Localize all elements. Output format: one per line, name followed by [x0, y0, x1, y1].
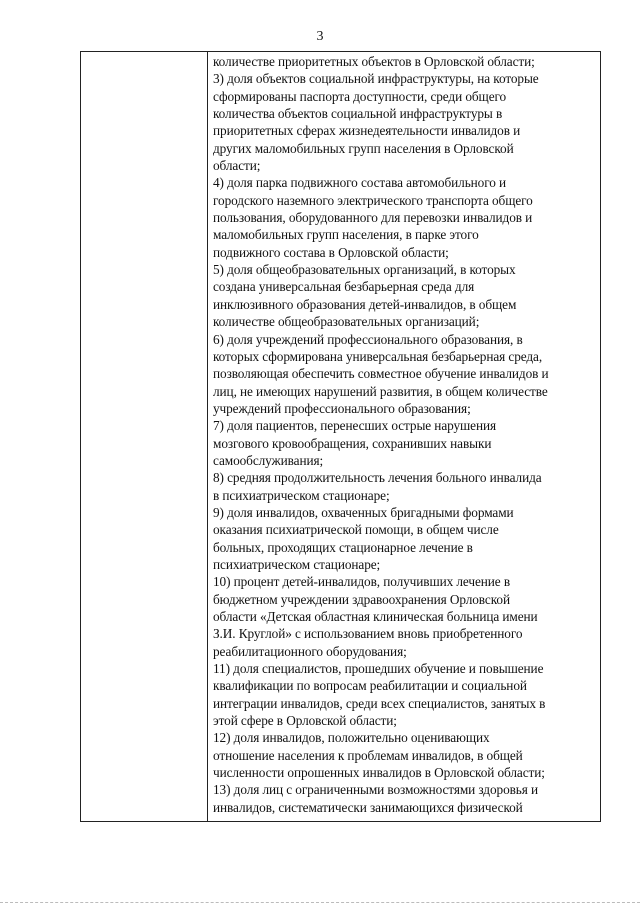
- text-line: мозгового кровообращения, сохранивших навыки: [213, 435, 492, 451]
- text-line: приоритетных сферах жизнедеятельности инвалидов и: [213, 123, 521, 139]
- text-line: городского наземного электрического транспорта общего: [213, 192, 533, 208]
- text-line: области;: [213, 158, 261, 174]
- text-line: оказания психиатрической помощи, в общем числе: [213, 522, 499, 538]
- text-line: интеграции инвалидов, среди всех специалистов, занятых в: [213, 695, 546, 711]
- page-number: 3: [316, 29, 324, 44]
- text-line: отношение населения к проблемам инвалидов, в общей: [213, 747, 523, 763]
- page-bottom-edge: [0, 902, 640, 904]
- text-line: которых сформирована универсальная безбарьерная среда,: [213, 348, 543, 364]
- text-line: количестве приоритетных объектов в Орловской области;: [213, 54, 535, 69]
- text-line: в психиатрическом стационаре;: [213, 487, 390, 503]
- text-line: 8) средняя продолжительность лечения больного инвалида: [213, 470, 542, 486]
- text-line: пользования, оборудованного для перевозки инвалидов и: [213, 210, 533, 226]
- text-line: 12) доля инвалидов, положительно оценивающих: [213, 730, 490, 746]
- text-line: 3) доля объектов социальной инфраструктуры, на которые: [213, 71, 539, 87]
- text-line: этой сфере в Орловской области;: [213, 713, 397, 729]
- text-line: 9) доля инвалидов, охваченных бригадными формами: [213, 504, 514, 520]
- text-line: 4) доля парка подвижного состава автомобильного и: [213, 175, 507, 191]
- text-line: 5) доля общеобразовательных организаций, в которых: [213, 262, 516, 278]
- text-line: подвижного состава в Орловской области;: [213, 244, 449, 260]
- table-left-cell: [81, 52, 208, 821]
- text-line: бюджетном учреждении здравоохранения Орловской: [213, 591, 510, 607]
- document-table: [80, 51, 601, 822]
- text-line: позволяющая обеспечить совместное обучение инвалидов и: [213, 366, 549, 382]
- text-line: численности опрошенных инвалидов в Орловской области;: [213, 765, 545, 781]
- text-line: реабилитационного оборудования;: [213, 643, 407, 659]
- text-line: 7) доля пациентов, перенесших острые нарушения: [213, 418, 497, 434]
- text-line: количества объектов социальной инфраструктуры в: [213, 106, 503, 122]
- text-line: 6) доля учреждений профессионального образования, в: [213, 331, 523, 347]
- table-right-cell: [208, 52, 600, 821]
- text-line: учреждений профессионального образования;: [213, 400, 471, 416]
- text-line: психиатрическом стационаре;: [213, 556, 381, 572]
- text-line: количестве общеобразовательных организаций;: [213, 314, 480, 330]
- text-line: других маломобильных групп населения в Орловской: [213, 140, 514, 156]
- text-line: области «Детская областная клиническая больница имени: [213, 609, 538, 624]
- text-line: 13) доля лиц с ограниченными возможностями здоровья и: [213, 782, 539, 798]
- text-line: 10) процент детей-инвалидов, получивших лечение в: [213, 574, 511, 590]
- text-line: самообслуживания;: [213, 452, 324, 468]
- text-line: создана универсальная безбарьерная среда для: [213, 279, 475, 295]
- text-line: сформированы паспорта доступности, среди общего: [213, 88, 507, 104]
- text-line: маломобильных групп населения, в парке этого: [213, 227, 479, 243]
- text-line: квалификации по вопросам реабилитации и социальной: [213, 678, 527, 694]
- text-line: инвалидов, систематически занимающихся физической: [213, 799, 523, 815]
- text-line: больных, проходящих стационарное лечение в: [213, 539, 473, 555]
- text-line: 11) доля специалистов, прошедших обучение и повышение: [213, 661, 544, 677]
- text-line: инклюзивного образования детей-инвалидов, в общем: [213, 296, 517, 312]
- text-line: лиц, не имеющих нарушений развития, в общем количестве: [213, 383, 548, 399]
- text-line: З.И. Круглой» с использованием вновь приобретенного: [213, 626, 523, 642]
